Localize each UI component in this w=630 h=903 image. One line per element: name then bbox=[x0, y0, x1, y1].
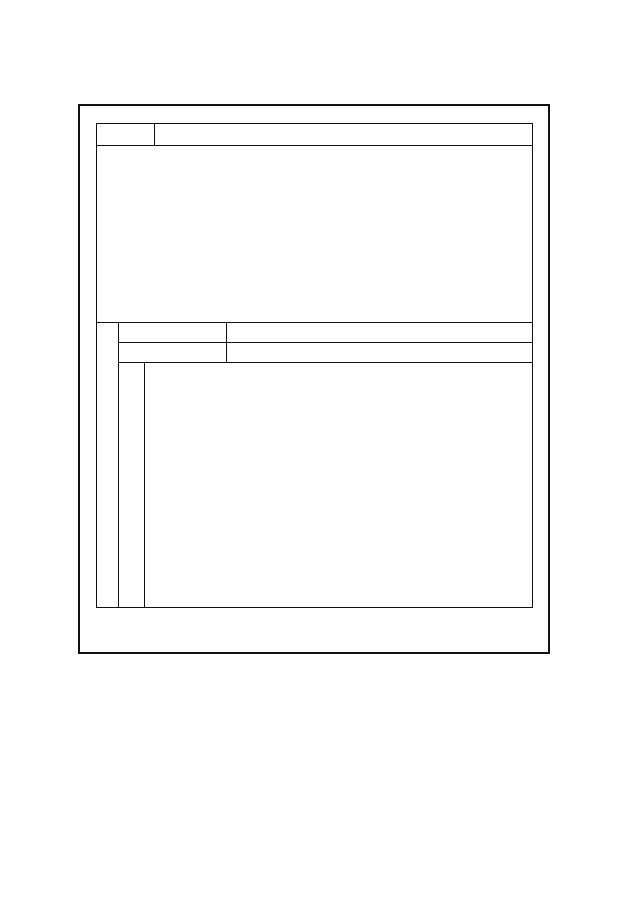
header-divider bbox=[154, 123, 155, 146]
section-label-divider bbox=[118, 322, 119, 608]
notice-table bbox=[96, 123, 533, 608]
mortgage-top-line bbox=[96, 322, 533, 323]
tax-row-bottom-line bbox=[118, 342, 533, 343]
property-label-divider bbox=[144, 362, 145, 608]
amount-row-bottom-line bbox=[118, 362, 533, 363]
header-bottom-line bbox=[96, 145, 533, 146]
